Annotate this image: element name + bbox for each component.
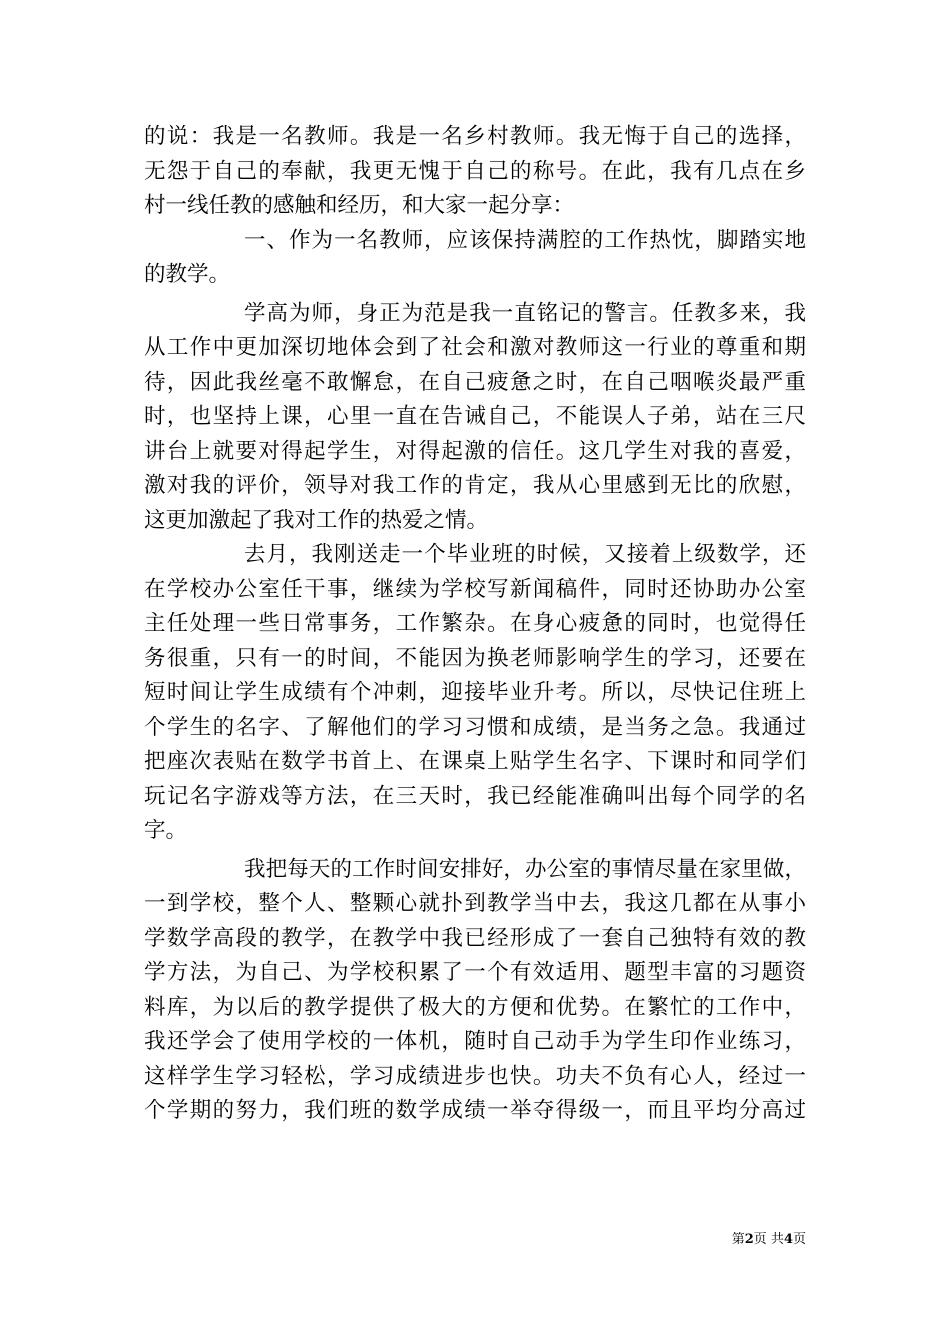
- footer-prefix: 第: [731, 1232, 745, 1247]
- text-line: 村一线任教的感触和经历，和大家一起分享：: [144, 193, 575, 218]
- document-body: [144, 120, 806, 1129]
- text-line: 学高为师，身正为范是我一直铭记的警言。任教多来，我: [244, 300, 806, 326]
- text-line: 讲台上就要对得起学生，对得起激的信任。这几学生对我的喜爱，: [144, 438, 806, 464]
- text-line: 主任处理一些日常事务，工作繁杂。在身心疲惫的同时，也觉得任: [144, 611, 806, 636]
- text-line: 短时间让学生成绩有个冲刺，迎接毕业升考。所以，尽快记住班上: [144, 680, 806, 705]
- page-footer: [0, 1232, 806, 1248]
- text-line: 这样学生学习轻松，学习成绩进步也快。功夫不负有心人，经过一: [144, 1063, 806, 1089]
- text-line: 去月，我刚送走一个毕业班的时候，又接着上级数学，还: [244, 542, 806, 567]
- text-line: 学数学高段的教学，在教学中我已经形成了一套自己独特有效的教: [144, 925, 806, 951]
- text-line: 我还学会了使用学校的一体机，随时自己动手为学生印作业练习，: [144, 1029, 806, 1054]
- text-line: 字。: [144, 818, 188, 843]
- text-line: 学方法，为自己、为学校积累了一个有效适用、题型丰富的习题资: [144, 960, 806, 985]
- total-pages-number: 4: [783, 1232, 793, 1247]
- text-line: 这更加激起了我对工作的热爱之情。: [144, 507, 489, 533]
- footer-suffix: 页: [792, 1232, 806, 1247]
- text-line: 个学期的努力，我们班的数学成绩一举夺得级一，而且平均分高过: [144, 1098, 806, 1123]
- section-heading-line: 的教学。: [144, 262, 231, 287]
- text-line: 把座次表贴在数学书首上、在课桌上贴学生名字、下课时和同学们: [144, 749, 806, 774]
- text-line: 时，也坚持上课，心里一直在告诫自己，不能误人子弟，站在三尺: [144, 404, 806, 429]
- text-line: 从工作中更加深切地体会到了社会和激对教师这一行业的尊重和期: [144, 335, 806, 360]
- text-line: 一到学校，整个人、整颗心就扑到教学当中去，我这几都在从事小: [144, 891, 806, 916]
- footer-middle: 页 共: [753, 1232, 784, 1247]
- text-line: 料库，为以后的教学提供了极大的方便和优势。在繁忙的工作中，: [144, 994, 806, 1020]
- current-page-number: 2: [744, 1232, 754, 1247]
- text-line: 无怨于自己的奉献，我更无愧于自己的称号。在此，我有几点在乡: [144, 158, 806, 184]
- text-line: 激对我的评价，领导对我工作的肯定，我从心里感到无比的欣慰，: [144, 473, 806, 498]
- text-line: 的说：我是一名教师。我是一名乡村教师。我无悔于自己的选择，: [144, 124, 806, 149]
- text-line: 我把每天的工作时间安排好，办公室的事情尽量在家里做，: [244, 856, 806, 882]
- text-line: 个学生的名字、了解他们的学习习惯和成绩，是当务之急。我通过: [144, 714, 806, 740]
- section-heading-line: 一、作为一名教师，应该保持满腔的工作热忱，脚踏实地: [244, 227, 806, 253]
- text-line: 待，因此我丝毫不敢懈怠，在自己疲惫之时，在自己咽喉炎最严重: [144, 369, 806, 395]
- text-line: 玩记名字游戏等方法，在三天时，我已经能准确叫出每个同学的名: [144, 783, 806, 809]
- text-line: 务很重，只有一的时间，不能因为换老师影响学生的学习，还要在: [144, 645, 806, 671]
- text-line: 在学校办公室任干事，继续为学校写新闻稿件，同时还协助办公室: [144, 576, 806, 602]
